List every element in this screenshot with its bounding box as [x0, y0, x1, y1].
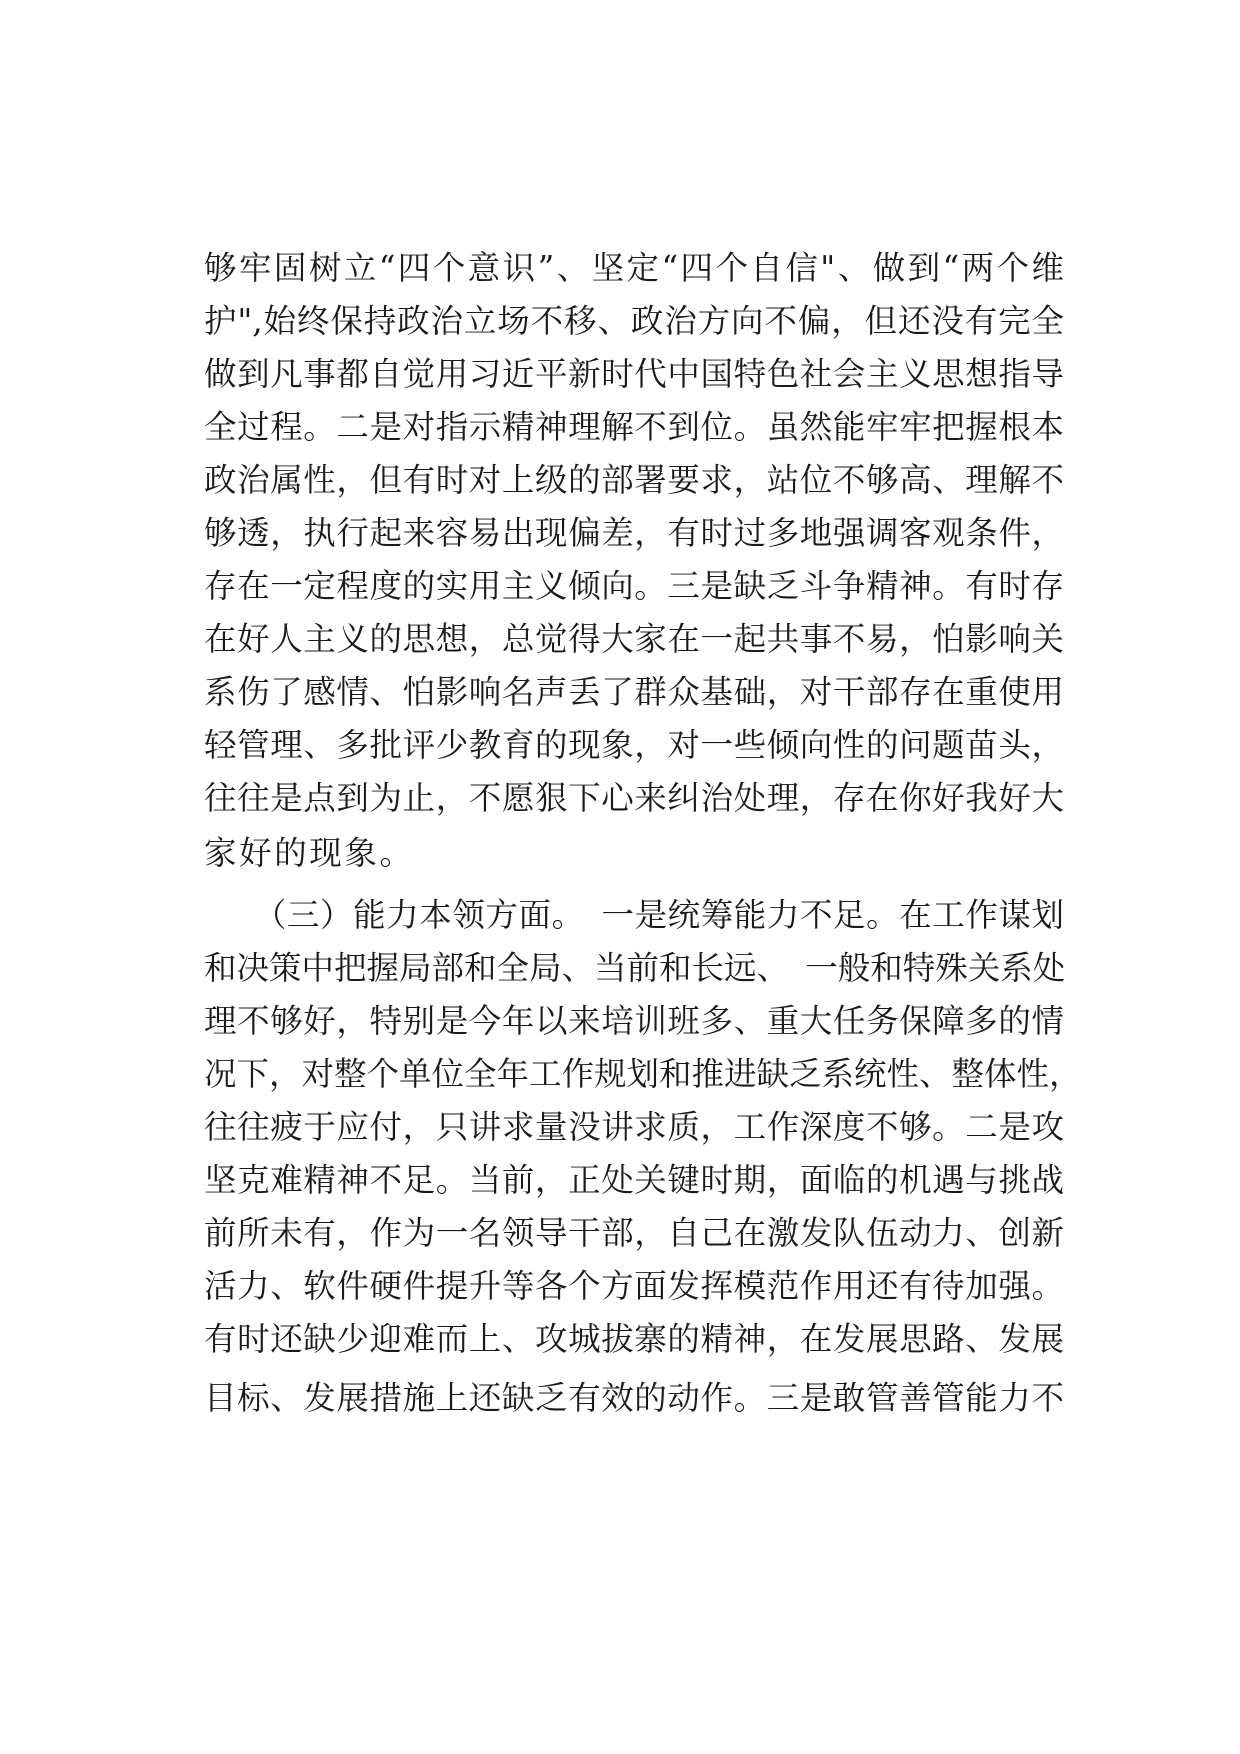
text-line: 和决策中把握局部和全局、当前和长远、 一般和特殊关系处	[204, 949, 1066, 987]
text-line: 往往疲于应付，只讲求量没讲求质，工作深度不够。二是攻	[204, 1108, 1064, 1146]
text-line: 在好人主义的思想，总觉得大家在一起共事不易，怕影响关	[204, 620, 1064, 658]
text-line: 理不够好，特别是今年以来培训班多、重大任务保障多的情	[204, 1002, 1064, 1040]
section-heading-line: （三）能力本领方面。 一是统筹能力不足。在工作谋划	[204, 896, 1064, 934]
text-line: 做到凡事都自觉用习近平新时代中国特色社会主义思想指导	[204, 355, 1064, 393]
text-line: 护",始终保持政治立场不移、政治方向不偏，但还没有完全	[204, 302, 1064, 340]
text-line: 存在一定程度的实用主义倾向。三是缺乏斗争精神。有时存	[204, 567, 1064, 605]
text-line: 够透，执行起来容易出现偏差，有时过多地强调客观条件，	[204, 514, 1064, 552]
text-line: 况下，对整个单位全年工作规划和推进缺乏系统性、整体性，	[204, 1055, 1082, 1093]
text-line: 政治属性，但有时对上级的部署要求，站位不够高、理解不	[204, 461, 1064, 499]
text-line: 轻管理、多批评少教育的现象，对一些倾向性的问题苗头，	[204, 726, 1064, 764]
text-line: 目标、发展措施上还缺乏有效的动作。三是敢管善管能力不	[204, 1379, 1064, 1417]
text-line: 坚克难精神不足。当前，正处关键时期，面临的机遇与挑战	[204, 1161, 1064, 1199]
text-line: 前所未有，作为一名领导干部，自己在激发队伍动力、创新	[204, 1214, 1064, 1252]
text-line: 全过程。二是对指示精神理解不到位。虽然能牢牢把握根本	[204, 408, 1064, 446]
text-line: 有时还缺少迎难而上、攻城拔寨的精神，在发展思路、发展	[204, 1320, 1064, 1358]
text-line: 系伤了感情、怕影响名声丢了群众基础，对干部存在重使用	[204, 673, 1064, 711]
text-line: 活力、软件硬件提升等各个方面发挥模范作用还有待加强。	[204, 1267, 1064, 1305]
text-line: 家好的现象。	[204, 834, 415, 872]
text-line: 往往是点到为止，不愿狠下心来纠治处理，存在你好我好大	[204, 779, 1064, 817]
text-line: 够牢固树立“四个意识”、坚定“四个自信"、做到“两个维	[204, 249, 1064, 287]
